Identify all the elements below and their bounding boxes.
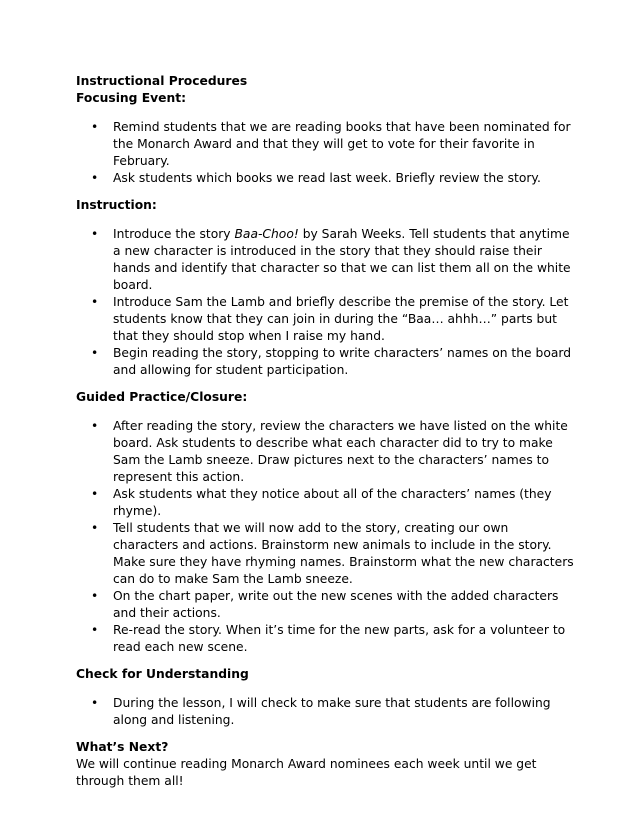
whats-next-heading: What’s Next?: [76, 740, 169, 754]
list-item: • On the chart paper, write out the new scenes with the added characters and their actions.: [91, 589, 559, 620]
document-page: [76, 73, 576, 790]
list-item: • Re-read the story. When it’s time for the new parts, ask for a volunteer to read each new scene.: [91, 623, 566, 654]
whats-next-text: We will continue reading Monarch Award nominees each week until we get through them all!: [76, 757, 537, 788]
bullet-icon: •: [91, 120, 99, 134]
instruction-heading: Instruction:: [76, 198, 157, 212]
bullet-icon: •: [91, 227, 99, 241]
book-title: Baa-Choo!: [234, 227, 299, 241]
bullet-icon: •: [91, 171, 99, 185]
check-understanding-list: [76, 695, 576, 729]
bullet-icon: •: [91, 295, 99, 309]
list-item: • Ask students which books we read last week. Briefly review the story.: [91, 171, 541, 185]
list-item: • Introduce Sam the Lamb and briefly describe the premise of the story. Let students know that they can join in during the “Baa… ahhh…” parts but that they should stop when I raise my hand.: [91, 295, 569, 343]
instruction-list: [76, 226, 576, 379]
bullet-icon: •: [91, 521, 99, 535]
list-item: • During the lesson, I will check to make sure that students are following along and listening.: [91, 696, 551, 727]
list-item: • Introduce the story Baa-Choo! by Sarah Weeks. Tell students that anytime a new character is introduced in the story that they should raise their hands and identify that character so that we can list them all on the white board.: [91, 227, 571, 292]
list-item: • Tell students that we will now add to the story, creating our own characters and actions. Brainstorm new animals to include in the story. Make sure they have rhyming names. Brainstorm what the new characters can do to make Sam the Lamb sneeze.: [91, 521, 574, 586]
list-item: • After reading the story, review the characters we have listed on the white board. Ask students to describe what each character did to try to make Sam the Lamb sneeze. Draw pictures next to the characters’ names to represent this action.: [91, 419, 568, 484]
bullet-icon: •: [91, 696, 99, 710]
document-title: Instructional Procedures: [76, 74, 248, 88]
bullet-icon: •: [91, 623, 99, 637]
bullet-icon: •: [91, 419, 99, 433]
guided-practice-list: [76, 418, 576, 656]
focusing-event-list: [76, 119, 576, 187]
bullet-icon: •: [91, 346, 99, 360]
list-item: • Ask students what they notice about all of the characters’ names (they rhyme).: [91, 487, 552, 518]
list-item: • Begin reading the story, stopping to write characters’ names on the board and allowing for student participation.: [91, 346, 572, 377]
list-item: • Remind students that we are reading books that have been nominated for the Monarch Award and that they will get to vote for their favorite in February.: [91, 120, 571, 168]
guided-practice-heading: Guided Practice/Closure:: [76, 390, 248, 404]
bullet-icon: •: [91, 487, 99, 501]
check-understanding-heading: Check for Understanding: [76, 667, 249, 681]
focusing-event-heading: Focusing Event:: [76, 91, 187, 105]
bullet-icon: •: [91, 589, 99, 603]
